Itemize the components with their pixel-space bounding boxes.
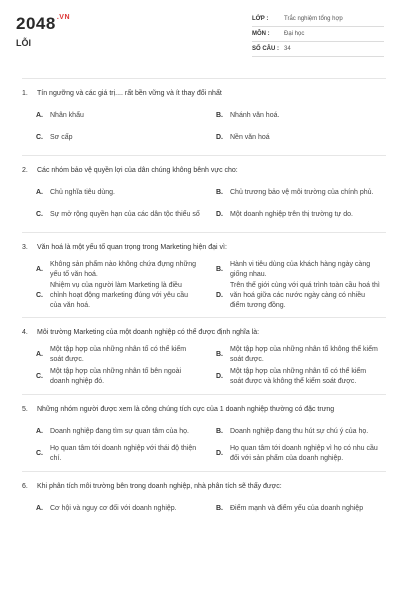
question-list (0, 78, 400, 526)
option-letter: B. (216, 266, 223, 273)
option-text: Điểm mạnh và điểm yếu của doanh nghiệp (230, 505, 364, 512)
option-c[interactable] (36, 366, 206, 388)
meta-value: Đại học (284, 31, 305, 37)
question-text: Văn hoá là một yếu tố quan trọng trong Marketing hiện đại vì: (37, 244, 227, 251)
question-item (22, 78, 386, 155)
meta-label: MÔN : (252, 31, 270, 37)
meta-label: LỚP : (252, 16, 269, 22)
option-letter: A. (36, 505, 43, 512)
option-grid (22, 344, 386, 388)
option-a[interactable] (36, 259, 206, 281)
option-letter: C. (36, 292, 43, 299)
option-grid (22, 259, 386, 311)
question-number: 2. (22, 167, 28, 174)
option-c[interactable] (36, 127, 206, 149)
option-a[interactable] (36, 498, 206, 520)
option-letter: C. (36, 134, 43, 141)
meta-value: 34 (284, 46, 291, 52)
question-text: Môi trường Marketing của một doanh nghiệp có thể được định nghĩa là: (37, 329, 260, 336)
meta-row-class (252, 12, 384, 27)
option-d[interactable] (216, 281, 386, 311)
option-letter: C. (36, 373, 43, 380)
question-item (22, 317, 386, 394)
option-text: Doanh nghiệp đang tìm sự quan tâm của họ. (50, 428, 189, 435)
option-b[interactable] (216, 182, 386, 204)
question-header (22, 328, 386, 338)
option-grid (22, 105, 386, 149)
question-header (22, 482, 386, 492)
option-letter: B. (216, 505, 223, 512)
option-b[interactable] (216, 105, 386, 127)
option-text: Một tập hợp của những nhân tố không thể kiểm soát được. (230, 346, 378, 363)
logo-suffix: .VN (56, 14, 70, 21)
option-text: Doanh nghiệp đang thu hút sự chú ý của họ. (230, 428, 369, 435)
option-text: Trên thế giới cùng với quá trình toàn cầu hoá thì văn hoá giữa các nước ngày càng có nhiều điểm tương đồng. (230, 282, 380, 309)
option-letter: A. (36, 112, 43, 119)
option-text: Sơ cấp (50, 134, 73, 141)
question-item (22, 471, 386, 526)
option-text: Không sản phẩm nào không chứa đựng những yếu tố văn hoá. (50, 261, 196, 278)
option-text: Một tập hợp của những nhân tố có thể kiểm soát được và không thể kiểm soát được. (230, 368, 367, 385)
option-d[interactable] (216, 443, 386, 465)
option-grid (22, 182, 386, 226)
option-text: Sự mở rộng quyền hạn của các dân tộc thiểu số (50, 211, 200, 218)
option-d[interactable] (216, 366, 386, 388)
option-d[interactable] (216, 127, 386, 149)
option-grid (22, 421, 386, 465)
question-header (22, 166, 386, 176)
option-text: Một doanh nghiệp trên thị trường tự do. (230, 211, 353, 218)
question-number: 1. (22, 90, 28, 97)
page-header (0, 0, 400, 70)
question-item (22, 155, 386, 232)
question-number: 3. (22, 244, 28, 251)
option-text: Nhân khẩu (50, 112, 84, 119)
option-a[interactable] (36, 344, 206, 366)
option-letter: A. (36, 189, 43, 196)
option-b[interactable] (216, 344, 386, 366)
question-text: Khi phân tích môi trường bên trong doanh nghiệp, nhà phân tích sẽ thấy được: (37, 483, 282, 490)
option-a[interactable] (36, 105, 206, 127)
option-letter: C. (36, 450, 43, 457)
option-c[interactable] (36, 204, 206, 226)
question-text: Những nhóm người được xem là công chúng tích cực của 1 doanh nghiệp thường có đặc trưng (37, 406, 335, 413)
option-c[interactable] (36, 281, 206, 311)
option-text: Chủ nghĩa tiêu dùng. (50, 189, 115, 196)
option-text: Nhiệm vụ của người làm Marketing là điều chỉnh hoạt động marketing đúng với yêu cầu của văn hoá. (50, 282, 189, 309)
meta-label: SỐ CÂU : (252, 46, 279, 52)
option-letter: A. (36, 428, 43, 435)
option-text: Một tập hợp của những nhân tố có thể kiểm soát được. (50, 346, 187, 363)
option-text: Cơ hội và nguy cơ đối với doanh nghiệp. (50, 505, 177, 512)
question-text: Các nhóm bảo vệ quyền lợi của dân chúng không bênh vực cho: (37, 167, 238, 174)
question-item (22, 232, 386, 317)
question-number: 6. (22, 483, 28, 490)
option-letter: D. (216, 211, 223, 218)
option-c[interactable] (36, 443, 206, 465)
question-header (22, 405, 386, 415)
option-letter: A. (36, 266, 43, 273)
option-text: Chủ trương bảo vệ môi trường của chính phủ. (230, 189, 374, 196)
question-text: Tín ngưỡng và các giá trị.... rất bền vững và ít thay đổi nhất (37, 90, 222, 97)
question-number: 4. (22, 329, 28, 336)
option-d[interactable] (216, 204, 386, 226)
option-letter: D. (216, 450, 223, 457)
option-text: Nền văn hoá (230, 134, 270, 141)
option-a[interactable] (36, 182, 206, 204)
page-subtitle: LỖI (16, 38, 31, 48)
option-b[interactable] (216, 498, 386, 520)
option-text: Họ quan tâm tới doanh nghiệp vì họ có nhu cầu đối với sản phẩm của doanh nghiệp. (230, 445, 378, 462)
option-letter: C. (36, 211, 43, 218)
question-header (22, 89, 386, 99)
question-number: 5. (22, 406, 28, 413)
option-text: Họ quan tâm tới doanh nghiệp với thái độ thiện chí. (50, 445, 197, 462)
option-letter: D. (216, 292, 223, 299)
option-letter: A. (36, 351, 43, 358)
meta-row-subject (252, 27, 384, 42)
option-b[interactable] (216, 259, 386, 281)
option-b[interactable] (216, 421, 386, 443)
option-letter: D. (216, 373, 223, 380)
option-text: Nhánh văn hoá. (230, 112, 280, 119)
option-text: Hành vi tiêu dùng của khách hàng ngày càng giống nhau. (230, 261, 371, 278)
option-letter: B. (216, 112, 223, 119)
exam-meta (252, 12, 384, 57)
meta-row-count (252, 42, 384, 57)
question-header (22, 243, 386, 253)
option-a[interactable] (36, 421, 206, 443)
option-text: Một tập hợp của những nhân tố bên ngoài doanh nghiệp đó. (50, 368, 182, 385)
option-letter: B. (216, 189, 223, 196)
option-letter: B. (216, 428, 223, 435)
logo-text: 2048 (16, 14, 56, 33)
option-letter: D. (216, 134, 223, 141)
meta-value: Trắc nghiệm tổng hợp (284, 16, 343, 22)
option-letter: B. (216, 351, 223, 358)
option-grid (22, 498, 386, 520)
question-item (22, 394, 386, 471)
